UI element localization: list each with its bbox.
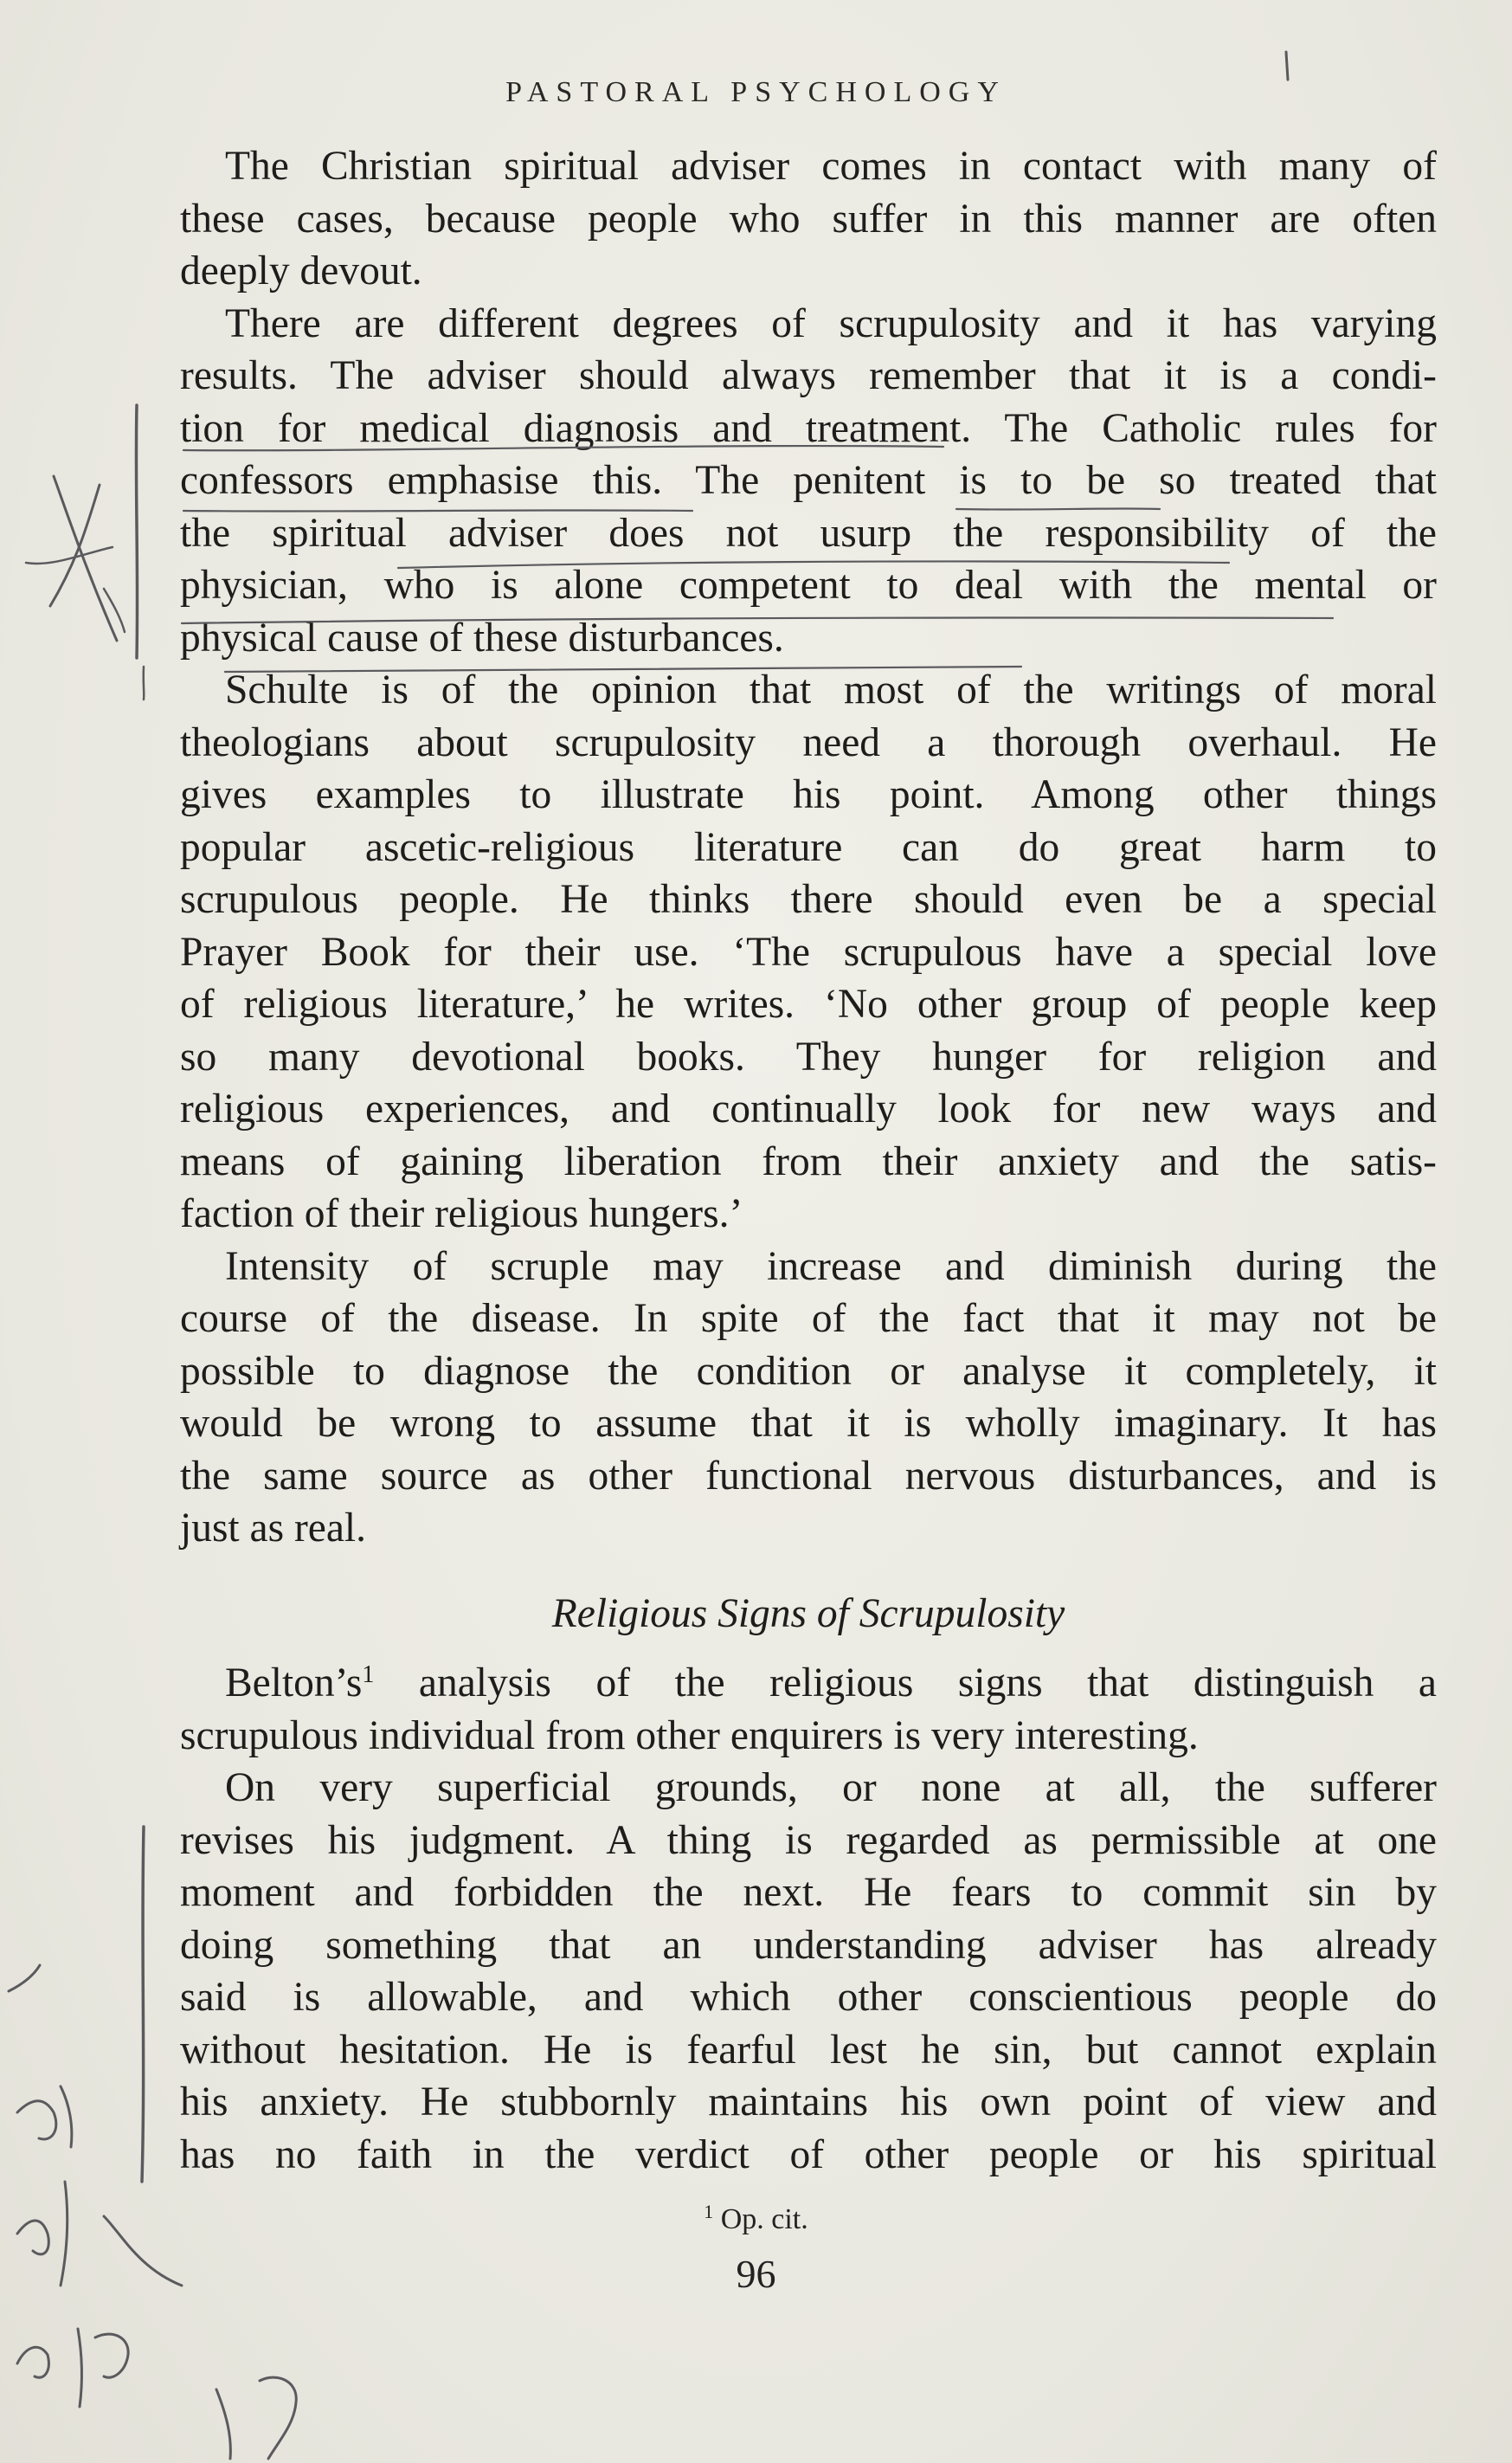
paragraph-1 [180, 140, 1437, 298]
paragraph-2 [180, 298, 1437, 665]
text-line: course of the disease. In spite of the fact that it may not be [180, 1296, 1437, 1341]
pencil-margin-bar [142, 1827, 144, 2182]
text-line: would be wrong to assume that it is wholly imaginary. It has [180, 1401, 1437, 1446]
text-line: Schulte is of the opinion that most of the writings of moral [225, 667, 1437, 712]
text-line: revises his judgment. A thing is regarded as permissible at one [180, 1817, 1437, 1863]
text-line: physician, who is alone competent to deal with the mental or [180, 563, 1437, 608]
pencil-x-mark [54, 476, 117, 641]
text-line: moment and forbidden the next. He fears to commit sin by [180, 1870, 1437, 1915]
text-line: faction of their religious hungers.’ [180, 1191, 743, 1236]
text-fragment: Belton’s [225, 1660, 363, 1705]
text-line: deeply devout. [180, 248, 422, 293]
text-line: the spiritual adviser does not usurp the responsibility of the [180, 510, 1437, 556]
paragraph-5 [180, 1657, 1437, 1762]
text-line: On very superficial grounds, or none at all, the sufferer [225, 1765, 1437, 1810]
text-line: Prayer Book for their use. ‘The scrupulous have a special love [180, 929, 1437, 975]
text-line: the same source as other functional nervous disturbances, and is [180, 1453, 1437, 1499]
text-line: these cases, because people who suffer in this manner are often [180, 196, 1437, 242]
text-line: tion for medical diagnosis and treatment. The Catholic rules for [180, 405, 1437, 451]
footnote-marker: 1 [704, 2201, 714, 2222]
text-line: scrupulous people. He thinks there should even be a special [180, 877, 1437, 922]
text-line: means of gaining liberation from their anxiety and the satis- [180, 1138, 1437, 1184]
paragraph-6 [180, 1762, 1437, 2181]
text-line: confessors emphasise this. The penitent is to be so treated that [180, 458, 1437, 503]
pencil-scribble [61, 2086, 72, 2147]
section-heading: Religious Signs of Scrupulosity [551, 1590, 1065, 1636]
pencil-scribble [17, 2101, 56, 2139]
pencil-scribble [216, 2389, 230, 2459]
text-line: possible to diagnose the condition or analyse it completely, it [180, 1348, 1437, 1394]
pencil-scribble [95, 2334, 128, 2377]
pencil-x-mark [50, 485, 100, 606]
text-line: without hesitation. He is fearful lest he sin, but cannot explain [180, 2027, 1437, 2073]
page-number: 96 [736, 2252, 776, 2296]
text-line [180, 1657, 1437, 1710]
paragraph-3 [180, 664, 1437, 1241]
text-line: physical cause of these disturbances. [180, 615, 784, 661]
pencil-scribble [260, 2377, 296, 2459]
text-line: Intensity of scruple may increase and diminish during the [225, 1243, 1437, 1289]
text-line: his anxiety. He stubbornly maintains his own point of view and [180, 2079, 1437, 2124]
text-line: gives examples to illustrate his point. Among other things [180, 772, 1437, 817]
text-line: results. The adviser should always remember that it is a condi- [180, 353, 1437, 398]
text-line: just as real. [180, 1506, 367, 1551]
text-line: scrupulous individual from other enquirers is very interesting. [180, 1712, 1199, 1758]
text-line: There are different degrees of scrupulosity and it has varying [225, 300, 1437, 346]
pencil-margin-bar [144, 667, 145, 700]
running-head: PASTORAL PSYCHOLOGY [505, 76, 1007, 108]
text-line: doing something that an understanding adviser has already [180, 1922, 1437, 1968]
pencil-scribble [17, 2347, 48, 2377]
pencil-x-mark [104, 589, 125, 632]
text-line: so many devotional books. They hunger for religion and [180, 1034, 1437, 1080]
text-fragment: analysis of the religious signs that distinguish a [374, 1660, 1437, 1705]
footnote-reference: 1 [362, 1661, 375, 1688]
pencil-scribble [78, 2329, 81, 2407]
body-text [180, 140, 1437, 2181]
footnote-text: Op. cit. [713, 2203, 808, 2235]
pencil-margin-bar [136, 405, 137, 658]
pencil-scribble [9, 1965, 40, 1991]
text-line: The Christian spiritual adviser comes in contact with many of [225, 144, 1437, 189]
text-line: religious experiences, and continually look for new ways and [180, 1086, 1437, 1132]
text-line: of religious literature,’ he writes. ‘No other group of people keep [180, 982, 1437, 1027]
text-line: theologians about scrupulosity need a thorough overhaul. He [180, 719, 1437, 765]
footnote [0, 2203, 1512, 2236]
text-line: popular ascetic-religious literature can do great harm to [180, 824, 1437, 870]
text-line: has no faith in the verdict of other people or his spiritual [180, 2131, 1437, 2177]
paragraph-4 [180, 1241, 1437, 1555]
pencil-x-mark [26, 547, 113, 564]
text-line: said is allowable, and which other conscientious people do [180, 1975, 1437, 2020]
